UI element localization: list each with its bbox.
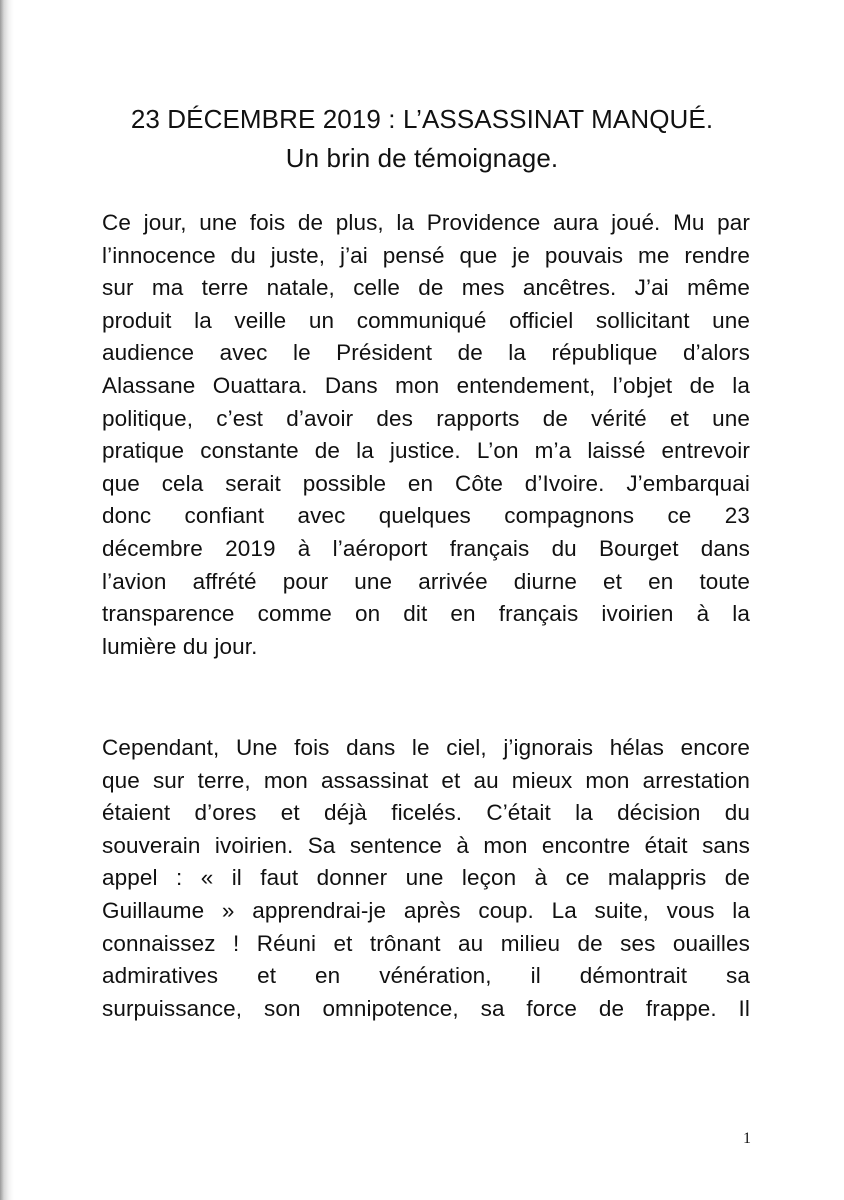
paragraph-line: sur ma terre natale, celle de mes ancêtres. J’ai même <box>102 275 750 301</box>
page-number: 1 <box>743 1130 751 1147</box>
paragraph-line: Alassane Ouattara. Dans mon entendement, l’objet de la <box>102 372 750 398</box>
paragraph-line: étaient d’ores et déjà ficelés. C’était la décision du <box>102 800 750 826</box>
paragraph-line: surpuissance, son omnipotence, sa force de frappe. Il <box>102 995 750 1021</box>
paragraph-line: audience avec le Président de la république d’alors <box>102 340 750 366</box>
paragraph-line: connaissez ! Réuni et trônant au milieu de ses ouailles <box>102 930 750 956</box>
paragraph-line: Ce jour, une fois de plus, la Providence aura joué. Mu par <box>102 210 750 235</box>
paragraph-line: produit la veille un communiqué officiel sollicitant une <box>102 307 750 333</box>
paragraph-line: pratique constante de la justice. L’on m’a laissé entrevoir <box>102 438 750 464</box>
paragraph-line: que sur terre, mon assassinat et au mieux mon arrestation <box>102 767 750 793</box>
paragraph-2 <box>102 732 750 1025</box>
paragraph-1 <box>102 207 750 663</box>
paragraph-line: Cependant, Une fois dans le ciel, j’ignorais hélas encore <box>102 735 750 760</box>
paragraph-line: lumière du jour. <box>102 633 258 659</box>
paragraph-line: l’innocence du juste, j’ai pensé que je pouvais me rendre <box>102 242 750 268</box>
paragraph-line: que cela serait possible en Côte d’Ivoire. J’embarquai <box>102 470 750 496</box>
paragraph-line: admiratives et en vénération, il démontrait sa <box>102 963 750 989</box>
document-title <box>60 100 784 178</box>
paragraph-line: transparence comme on dit en français ivoirien à la <box>102 601 750 627</box>
paragraph-line: l’avion affrété pour une arrivée diurne et en toute <box>102 568 750 594</box>
paragraph-line: politique, c’est d’avoir des rapports de vérité et une <box>102 405 750 431</box>
paragraph-line: décembre 2019 à l’aéroport français du Bourget dans <box>102 535 750 561</box>
page-edge-shadow <box>0 0 14 1200</box>
paragraph-line: donc confiant avec quelques compagnons ce 23 <box>102 503 750 529</box>
paragraph-line: Guillaume » apprendrai-je après coup. La suite, vous la <box>102 897 750 923</box>
paragraph-line: souverain ivoirien. Sa sentence à mon encontre était sans <box>102 832 750 858</box>
title-line-2: Un brin de témoignage. <box>285 143 559 173</box>
paragraph-line: appel : « il faut donner une leçon à ce malappris de <box>102 865 750 891</box>
title-line-1: 23 DÉCEMBRE 2019 : L’ASSASSINAT MANQUÉ. <box>130 104 714 134</box>
